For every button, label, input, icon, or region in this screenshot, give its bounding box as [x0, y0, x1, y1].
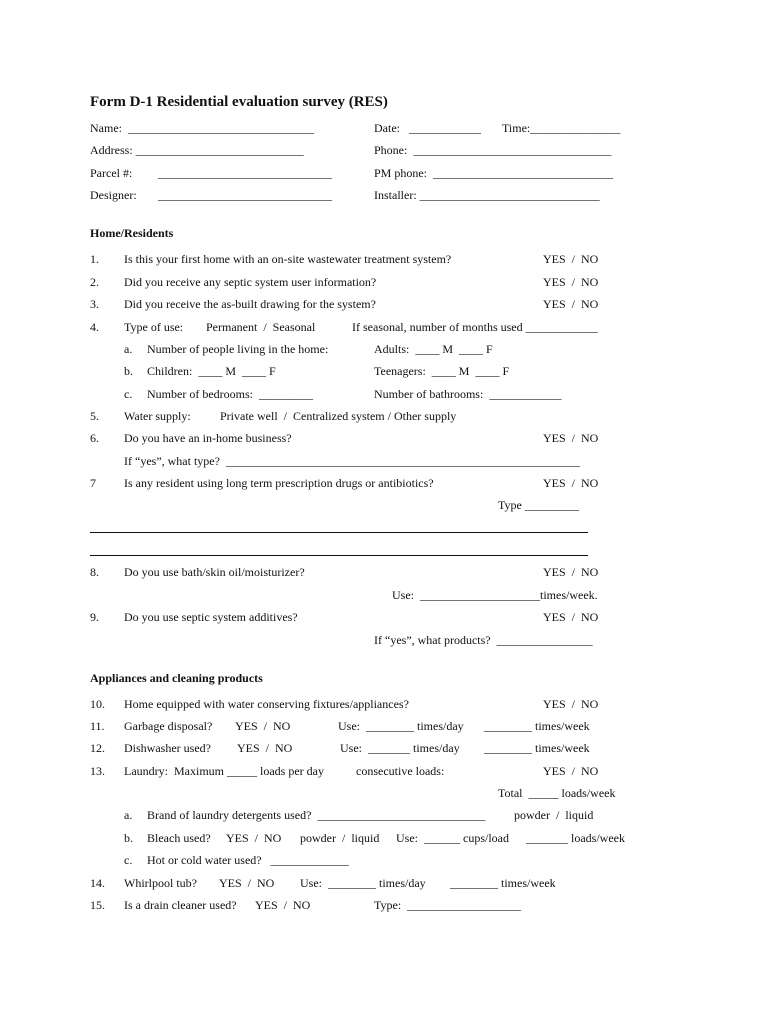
q9-followup: If “yes”, what products? ________________: [374, 633, 593, 647]
q13-number: 13.: [90, 764, 105, 778]
q13b-letter: b.: [124, 831, 133, 845]
q6-followup: If “yes”, what type? ___________________________________________________________: [124, 454, 580, 468]
q12-number: 12.: [90, 741, 105, 755]
q1-answer: YES / NO: [543, 252, 599, 266]
q13b-answer: YES / NO: [226, 831, 282, 845]
q1-text: Is this your first home with an on-site wastewater treatment system?: [124, 252, 452, 266]
q1-number: 1.: [90, 252, 99, 266]
q2-text: Did you receive any septic system user information?: [124, 275, 377, 289]
q3-answer: YES / NO: [543, 297, 599, 311]
date-field: Date: ____________: [374, 121, 481, 135]
section-heading-appliances: Appliances and cleaning products: [90, 671, 263, 685]
q11-text: Garbage disposal?: [124, 719, 213, 733]
q2-number: 2.: [90, 275, 99, 289]
q5-number: 5.: [90, 409, 99, 423]
q11-answer: YES / NO: [235, 719, 291, 733]
q15-type: Type: ___________________: [374, 898, 522, 912]
q13a-options: powder / liquid: [514, 808, 594, 822]
q8-text: Do you use bath/skin oil/moisturizer?: [124, 565, 305, 579]
q7-text: Is any resident using long term prescription drugs or antibiotics?: [124, 476, 434, 490]
q4a-adults: Adults: ____ M ____ F: [374, 342, 493, 356]
designer-blank: _____________________________: [158, 188, 332, 202]
q4-number: 4.: [90, 320, 99, 334]
q11-use: Use: ________ times/day: [338, 719, 464, 733]
phone-field: Phone: _________________________________: [374, 143, 612, 157]
q15-number: 15.: [90, 898, 105, 912]
q7-answer: YES / NO: [543, 476, 599, 490]
blank-line: [90, 555, 588, 556]
q11-number: 11.: [90, 719, 105, 733]
q4-seasonal: If seasonal, number of months used ____________: [352, 320, 598, 334]
q13b-options: powder / liquid: [300, 831, 380, 845]
q12-text: Dishwasher used?: [124, 741, 211, 755]
q9-number: 9.: [90, 610, 99, 624]
section-heading-home: Home/Residents: [90, 226, 174, 240]
q9-text: Do you use septic system additives?: [124, 610, 298, 624]
q15-text: Is a drain cleaner used?: [124, 898, 237, 912]
q13c-text: Hot or cold water used? _____________: [147, 853, 349, 867]
q13b-use: Use: ______ cups/load: [396, 831, 509, 845]
q14-answer: YES / NO: [219, 876, 275, 890]
q14-number: 14.: [90, 876, 105, 890]
form-title: Form D-1 Residential evaluation survey (RES): [90, 94, 388, 110]
q4b-letter: b.: [124, 364, 133, 378]
q4a-letter: a.: [124, 342, 133, 356]
q14-use: Use: ________ times/day: [300, 876, 426, 890]
q13-total: Total _____ loads/week: [498, 786, 616, 800]
q10-answer: YES / NO: [543, 697, 599, 711]
q7-number: 7: [90, 476, 96, 490]
q5-text: Water supply:: [124, 409, 191, 423]
q4a-text: Number of people living in the home:: [147, 342, 329, 356]
q13b-text: Bleach used?: [147, 831, 211, 845]
installer-field: Installer: ______________________________: [374, 188, 600, 202]
q12-week: ________ times/week: [484, 741, 590, 755]
pm-phone-field: PM phone: ______________________________: [374, 166, 614, 180]
q4c-baths: Number of bathrooms: ____________: [374, 387, 562, 401]
q13-answer: YES / NO: [543, 764, 599, 778]
q9-answer: YES / NO: [543, 610, 599, 624]
q15-answer: YES / NO: [255, 898, 311, 912]
q4-text: Type of use:: [124, 320, 184, 334]
q2-answer: YES / NO: [543, 275, 599, 289]
q11-week: ________ times/week: [484, 719, 590, 733]
q6-answer: YES / NO: [543, 431, 599, 445]
blank-line: [90, 532, 588, 533]
address-field: Address: ____________________________: [90, 143, 304, 157]
q7-type: Type _________: [498, 498, 579, 512]
q3-number: 3.: [90, 297, 99, 311]
q4-options: Permanent / Seasonal: [206, 320, 316, 334]
q13-consecutive: consecutive loads:: [356, 764, 445, 778]
q4b-teens: Teenagers: ____ M ____ F: [374, 364, 510, 378]
q4b-text: Children: ____ M ____ F: [147, 364, 276, 378]
q12-answer: YES / NO: [237, 741, 293, 755]
q14-text: Whirlpool tub?: [124, 876, 197, 890]
q8-number: 8.: [90, 565, 99, 579]
q3-text: Did you receive the as-built drawing for the system?: [124, 297, 376, 311]
q13a-letter: a.: [124, 808, 133, 822]
q13a-text: Brand of laundry detergents used? ____________________________: [147, 808, 486, 822]
q4c-text: Number of bedrooms: _________: [147, 387, 313, 401]
q5-options: Private well / Centralized system / Other supply: [220, 409, 457, 423]
time-field: Time:_______________: [502, 121, 621, 135]
q4c-letter: c.: [124, 387, 133, 401]
parcel-label: Parcel #:: [90, 166, 133, 180]
q13-text: Laundry: Maximum _____ loads per day: [124, 764, 324, 778]
q13c-letter: c.: [124, 853, 133, 867]
q8-answer: YES / NO: [543, 565, 599, 579]
q6-number: 6.: [90, 431, 99, 445]
q13b-week: _______ loads/week: [526, 831, 625, 845]
name-field: Name: _______________________________: [90, 121, 314, 135]
q10-number: 10.: [90, 697, 105, 711]
q14-week: ________ times/week: [450, 876, 556, 890]
designer-label: Designer:: [90, 188, 137, 202]
q6-text: Do you have an in-home business?: [124, 431, 292, 445]
q8-use: Use: ____________________times/week.: [392, 588, 598, 602]
q12-use: Use: _______ times/day: [340, 741, 460, 755]
parcel-blank: _____________________________: [158, 166, 332, 180]
q10-text: Home equipped with water conserving fixtures/appliances?: [124, 697, 409, 711]
